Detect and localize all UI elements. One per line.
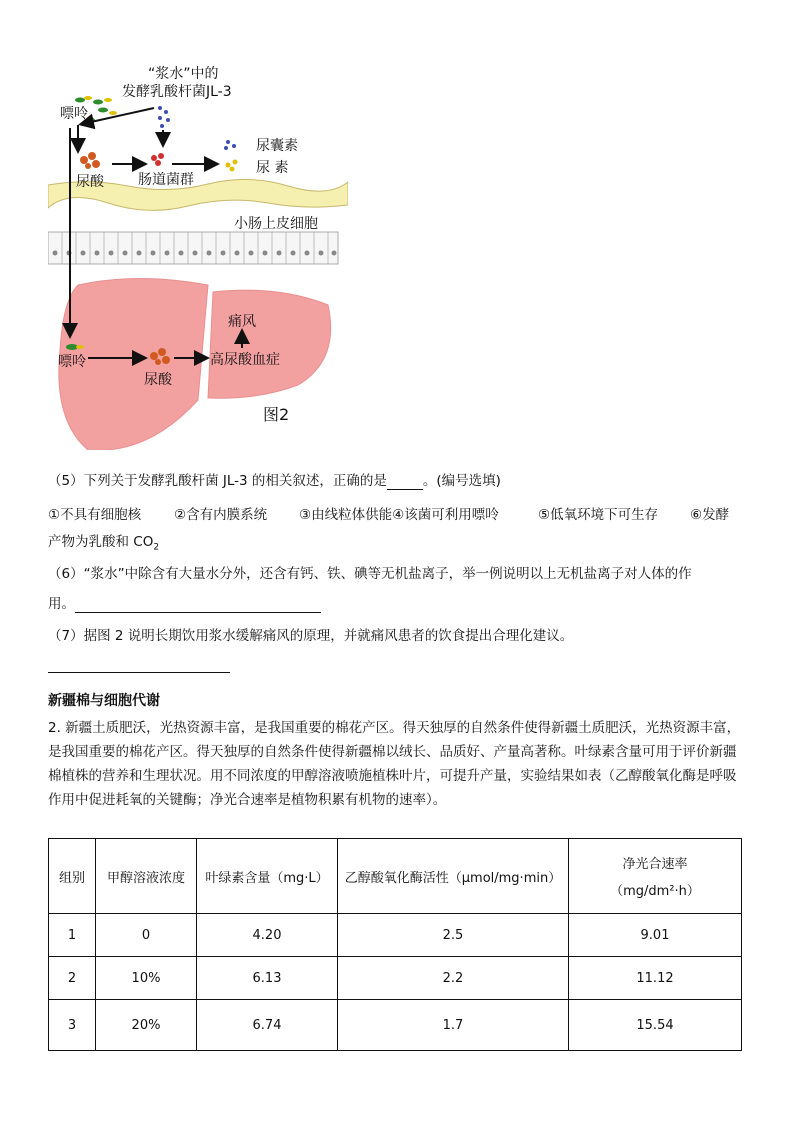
header-net-photosynthesis	[569, 839, 742, 914]
cell-concentration: 20%	[96, 1000, 197, 1051]
cell-enzyme: 2.2	[338, 957, 569, 1000]
label-allantoin: 尿囊素	[256, 138, 298, 154]
cell-group: 3	[49, 1000, 96, 1051]
label-uric-acid-bottom: 尿酸	[144, 372, 172, 388]
epithelium-cells	[48, 232, 338, 264]
co2-subscript: 2	[153, 542, 160, 553]
option-6: ⑥发酵	[690, 507, 730, 523]
cell-group: 1	[49, 914, 96, 957]
question-6-line-2	[48, 595, 321, 613]
results-table	[48, 838, 742, 1051]
table-header-row	[49, 839, 742, 914]
liver-right-lobe	[208, 290, 331, 398]
label-gut-flora: 肠道菌群	[138, 172, 194, 188]
figure-2	[48, 60, 348, 450]
question-5-stem-end: 。(编号选填)	[422, 473, 501, 489]
label-purine-bottom: 嘌呤	[58, 354, 86, 370]
option-3-4: ③由线粒体供能④该菌可利用嘌呤	[299, 507, 499, 523]
cell-chlorophyll: 6.74	[197, 1000, 338, 1051]
header-enzyme-activity: 乙醇酸氧化酶活性（μmol/mg·min）	[338, 839, 569, 914]
label-urea: 尿 素	[256, 160, 289, 176]
urea-dots	[226, 160, 238, 172]
label-uric-acid-top: 尿酸	[76, 174, 104, 190]
header-methanol-concentration: 甲醇溶液浓度	[96, 839, 197, 914]
figure-caption: 图2	[263, 405, 290, 424]
cell-chlorophyll: 6.13	[197, 957, 338, 1000]
label-hyperuricemia: 高尿酸血症	[210, 352, 280, 368]
cell-enzyme: 2.5	[338, 914, 569, 957]
allantoin-dots	[224, 140, 236, 150]
cell-chlorophyll: 4.20	[197, 914, 338, 957]
section-title: 新疆棉与细胞代谢	[48, 693, 160, 709]
option-6-wrap-text: 产物为乳酸和 CO	[48, 534, 154, 550]
option-1: ①不具有细胞核	[48, 507, 142, 523]
table-row	[49, 914, 742, 957]
label-epithelium: 小肠上皮细胞	[234, 216, 318, 232]
question-7-line-1: （7）据图 2 说明长期饮用浆水缓解痛风的原理，并就痛风患者的饮食提出合理化建议。	[48, 628, 574, 644]
label-bacteria: 发酵乳酸杆菌JL-3	[122, 84, 232, 100]
answer-blank-6[interactable]	[75, 612, 321, 613]
question-2-paragraph: 2. 新疆土质肥沃，光热资源丰富，是我国重要的棉花产区。得天独厚的自然条件使得新疆土质肥沃，光热资源丰富，是我国重要的棉花产区。得天独厚的自然条件使得新疆棉以绒长、品质好、产量高著称。叶绿素含量可用于评价新疆棉植株的营养和生理状况。用不同浓度的甲醇溶液喷施植株叶片，可提升产量，实验结果如表（乙醇酸氧化酶是呼吸作用中促进耗氧的关键酶；净光合速率是植物积累有机物的速率）。	[48, 720, 741, 808]
label-purine-top: 嘌呤	[60, 106, 88, 122]
question-6-line-2-text: 用。	[48, 596, 75, 612]
header-group: 组别	[49, 839, 96, 914]
arrow-bacteria-to-purine	[82, 108, 154, 124]
cell-concentration: 0	[96, 914, 197, 957]
uric-acid-dots-top	[80, 152, 100, 169]
option-2: ②含有内膜系统	[174, 507, 268, 523]
figure-2-illustration	[48, 60, 348, 450]
table-row	[49, 957, 742, 1000]
question-5-stem	[48, 472, 501, 490]
header-net-photosynthesis-label: 净光合速率	[622, 857, 688, 872]
cell-net-rate: 15.54	[569, 1000, 742, 1051]
cell-net-rate: 11.12	[569, 957, 742, 1000]
label-gout: 痛风	[228, 314, 256, 330]
option-5: ⑤低氧环境下可生存	[538, 507, 659, 523]
answer-blank-5[interactable]	[387, 489, 423, 490]
cell-enzyme: 1.7	[338, 1000, 569, 1051]
cell-net-rate: 9.01	[569, 914, 742, 957]
bacteria-dots	[158, 106, 170, 128]
option-6-continued	[48, 533, 159, 557]
cell-concentration: 10%	[96, 957, 197, 1000]
table-row	[49, 1000, 742, 1051]
section-separator	[48, 672, 230, 673]
cell-group: 2	[49, 957, 96, 1000]
question-5-stem-text: （5）下列关于发酵乳酸杆菌 JL-3 的相关叙述，正确的是	[48, 473, 387, 489]
question-6-line-1: （6）“浆水”中除含有大量水分外，还含有钙、铁、碘等无机盐离子，举一例说明以上无机盐离子对人体的作	[48, 566, 692, 582]
label-jiangshui: “浆水”中的	[148, 66, 219, 82]
header-net-photosynthesis-unit: （mg/dm²·h）	[610, 884, 700, 899]
header-chlorophyll: 叶绿素含量（mg·L）	[197, 839, 338, 914]
gut-flora-dots	[151, 153, 164, 166]
